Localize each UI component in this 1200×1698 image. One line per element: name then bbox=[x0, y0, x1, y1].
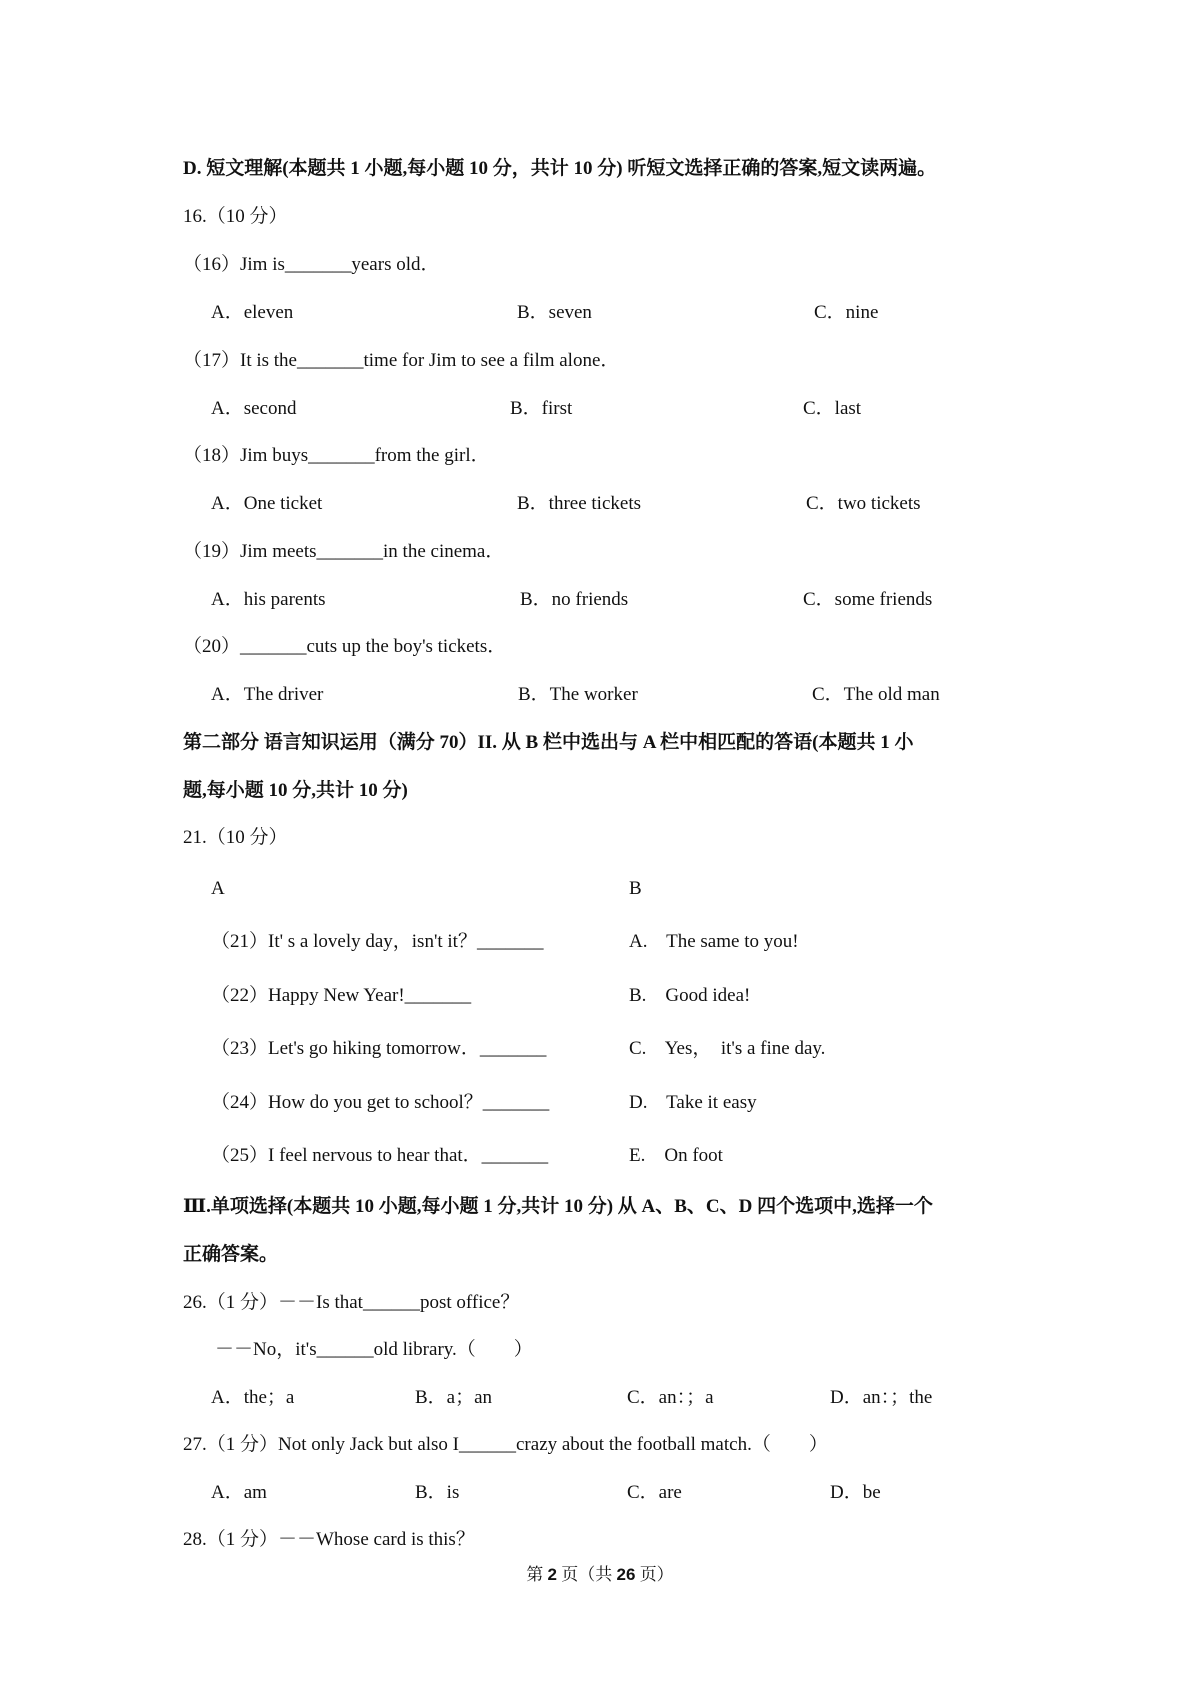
match-row-23-b: C. Yes， it's a fine day. bbox=[629, 1038, 826, 1059]
item-16-option-c: C．nine bbox=[814, 302, 879, 323]
part-3-heading-line-2: 正确答案。 bbox=[183, 1244, 279, 1265]
item-17-stem: （17）It is the_______time for Jim to see a film alone． bbox=[183, 350, 620, 371]
footer-suffix: 页） bbox=[635, 1565, 674, 1584]
match-row-25-a: （25）I feel nervous to hear that．_______ bbox=[211, 1145, 549, 1166]
section-d-heading: D. 短文理解(本题共 1 小题,每小题 10 分，共计 10 分) 听短文选择正确的答案,短文读两遍。 bbox=[183, 158, 937, 179]
match-row-22-a: （22）Happy New Year!_______ bbox=[211, 985, 472, 1006]
item-17-option-c: C．last bbox=[803, 398, 862, 419]
question-27-option-d: D．be bbox=[830, 1482, 881, 1503]
part-2-heading-line-1: 第二部分 语言知识运用（满分 70）II. 从 B 栏中选出与 A 栏中相匹配的答语(本题共 1 小 bbox=[183, 732, 914, 753]
question-26-option-b: B．a；an bbox=[415, 1387, 493, 1408]
match-row-23-a: （23）Let's go hiking tomorrow．_______ bbox=[211, 1038, 547, 1059]
item-20-stem: （20）_______cuts up the boy's tickets． bbox=[183, 636, 507, 657]
page-footer bbox=[0, 1560, 1200, 1585]
footer-mid: 页（共 bbox=[557, 1565, 617, 1584]
match-row-21-a: （21）It' s a lovely day，isn't it？_______ bbox=[211, 931, 544, 952]
item-17-option-a: A．second bbox=[211, 398, 297, 419]
question-26-option-a: A．the；a bbox=[211, 1387, 295, 1408]
item-18-option-a: A．One ticket bbox=[211, 493, 323, 514]
question-26-line-2: －－No，it's______old library.（ ） bbox=[215, 1339, 533, 1360]
part-2-heading-line-2: 题,每小题 10 分,共计 10 分) bbox=[183, 780, 408, 801]
footer-page-number: 2 bbox=[547, 1565, 558, 1584]
question-21-label: 21.（10 分） bbox=[183, 827, 288, 848]
match-row-25-b: E. On foot bbox=[629, 1145, 723, 1166]
item-17-option-b: B．first bbox=[510, 398, 573, 419]
part-3-heading-line-1: Ⅲ.单项选择(本题共 10 小题,每小题 1 分,共计 10 分) 从 A、B、C、D 四个选项中,选择一个 bbox=[183, 1196, 933, 1217]
question-28-stem: 28.（1 分）－－Whose card is this？ bbox=[183, 1529, 475, 1550]
column-a-header: A bbox=[211, 878, 225, 899]
item-19-option-c: C．some friends bbox=[803, 589, 933, 610]
question-26-option-c: C．an：；a bbox=[627, 1387, 714, 1408]
match-row-21-b: A. The same to you! bbox=[629, 931, 799, 952]
footer-total-pages: 26 bbox=[616, 1565, 636, 1584]
item-16-stem: （16）Jim is_______years old． bbox=[183, 254, 440, 275]
footer-prefix: 第 bbox=[526, 1565, 548, 1584]
question-16-label: 16.（10 分） bbox=[183, 206, 288, 227]
item-20-option-c: C．The old man bbox=[812, 684, 940, 705]
item-16-option-a: A．eleven bbox=[211, 302, 294, 323]
question-27-stem: 27.（1 分）Not only Jack but also I______crazy about the football match.（ ） bbox=[183, 1434, 828, 1455]
question-27-option-a: A．am bbox=[211, 1482, 267, 1503]
match-row-22-b: B. Good idea! bbox=[629, 985, 751, 1006]
item-19-option-b: B．no friends bbox=[520, 589, 629, 610]
question-27-option-c: C．are bbox=[627, 1482, 682, 1503]
item-19-option-a: A．his parents bbox=[211, 589, 326, 610]
column-b-header: B bbox=[629, 878, 642, 899]
item-16-option-b: B．seven bbox=[517, 302, 592, 323]
question-26-option-d: D．an：；the bbox=[830, 1387, 933, 1408]
item-18-option-c: C．two tickets bbox=[806, 493, 921, 514]
item-18-stem: （18）Jim buys_______from the girl． bbox=[183, 445, 490, 466]
match-row-24-b: D. Take it easy bbox=[629, 1092, 757, 1113]
match-row-24-a: （24）How do you get to school？_______ bbox=[211, 1092, 550, 1113]
item-20-option-b: B．The worker bbox=[518, 684, 638, 705]
item-18-option-b: B．three tickets bbox=[517, 493, 641, 514]
question-27-option-b: B．is bbox=[415, 1482, 460, 1503]
item-20-option-a: A．The driver bbox=[211, 684, 324, 705]
question-26-line-1: 26.（1 分）－－Is that______post office？ bbox=[183, 1292, 520, 1313]
item-19-stem: （19）Jim meets_______in the cinema． bbox=[183, 541, 505, 562]
